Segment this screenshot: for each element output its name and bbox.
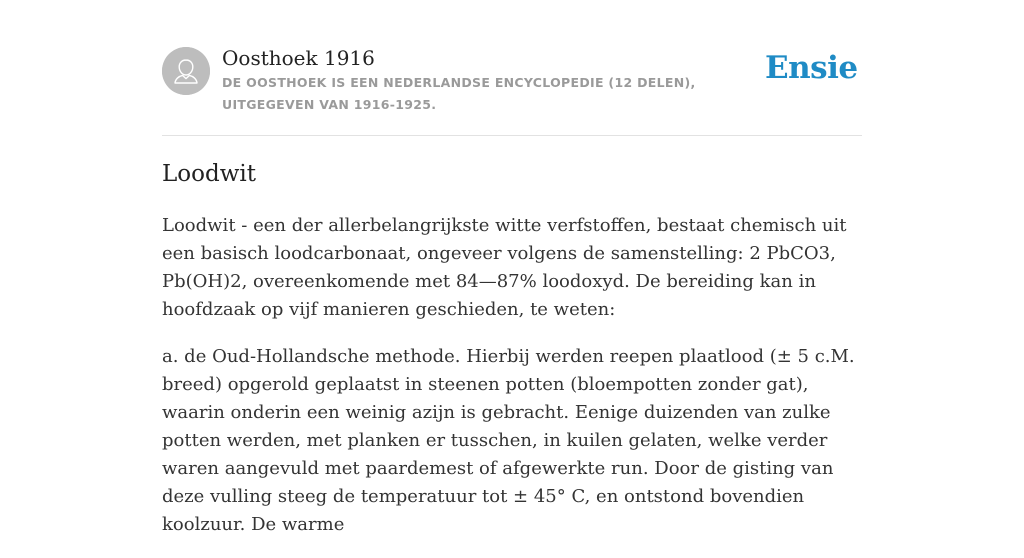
source-header <box>162 44 862 136</box>
source-description: DE OOSTHOEK IS EEN NEDERLANDSE ENCYCLOPEDIE (12 DELEN), UITGEGEVEN VAN 1916-1925. <box>222 75 696 112</box>
article-paragraph: a. de Oud-Hollandsche methode. Hierbij werden reepen plaatlood (± 5 c.M. breed) opgerold geplaatst in steenen potten (bloempotten zonder gat), waarin onderin een weinig azijn is gebracht. Eenige duizenden van zulke potten werden, met planken er tusschen, in kuilen gelaten, welke verder waren aangevuld met paardemest of afgewerkte run. Door de gisting van deze vulling steeg de temperatuur tot ± 45° C, en ontstond bovendien koolzuur. De warme <box>162 346 855 535</box>
ensie-logo[interactable]: Ensie <box>765 50 858 86</box>
article-title: Loodwit <box>162 161 256 187</box>
article-paragraph: Loodwit - een der allerbelangrijkste witte verfstoffen, bestaat chemisch uit een basisch loodcarbonaat, ongeveer volgens de samenstelling: 2 PbCO3, Pb(OH)2, overeenkomende met 84—87% loodoxyd. De bereiding kan in hoofdzaak op vijf manieren geschieden, te weten: <box>162 215 847 320</box>
source-name[interactable]: Oosthoek 1916 <box>222 46 375 70</box>
article-body <box>162 212 862 558</box>
header-divider <box>162 135 862 136</box>
user-silhouette-icon <box>162 47 210 95</box>
source-avatar[interactable] <box>162 47 210 95</box>
